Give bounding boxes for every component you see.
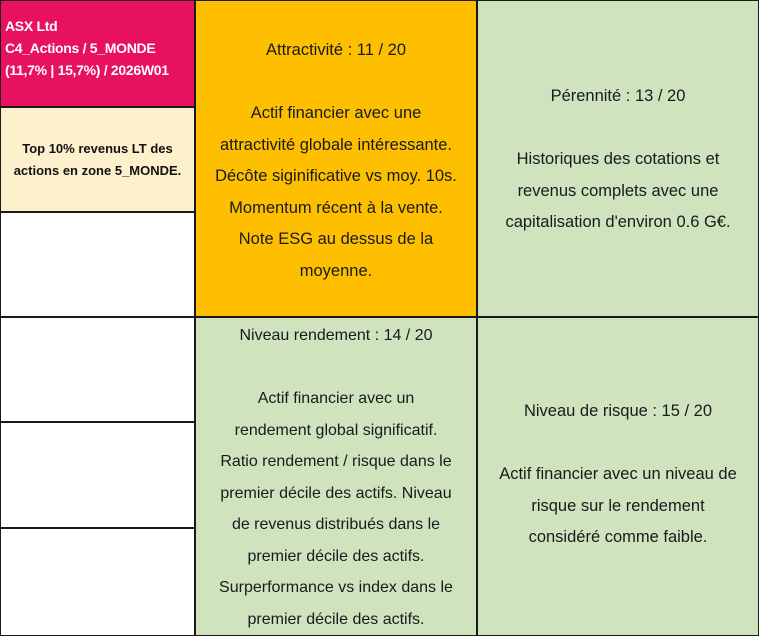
attractivite-cell <box>195 0 477 317</box>
rendement-text-line: Actif financier avec un <box>257 390 415 407</box>
empty-cell <box>0 317 195 422</box>
rendement-text-line: Ratio rendement / risque dans le <box>220 453 452 470</box>
rendement-cell <box>195 317 477 636</box>
attractivite-text-line: moyenne. <box>299 261 373 280</box>
attractivite-text-line: Momentum récent à la vente. <box>229 198 443 217</box>
company-name: ASX Ltd <box>5 18 58 34</box>
risque-text-line: risque sur le rendement <box>531 496 705 515</box>
perennite-cell <box>477 0 759 317</box>
empty-cell <box>0 528 195 636</box>
empty-cell <box>0 212 195 317</box>
rendement-text-line: de revenus distribués dans le <box>231 516 441 533</box>
rendement-text-line: rendement global significatif. <box>234 421 438 439</box>
attractivite-text-line: Note ESG au dessus de la <box>238 230 434 248</box>
perennite-title: Pérennité : 13 / 20 <box>550 87 686 105</box>
attractivite-text-line: Décôte siginificative vs moy. 10s. <box>215 167 457 185</box>
asset-category: C4_Actions / 5_MONDE <box>5 40 156 56</box>
rendement-text-line: Surperformance vs index dans le <box>219 579 453 596</box>
asset-stats: (11,7% | 15,7%) / 2026W01 <box>5 62 169 78</box>
rendement-text-line: premier décile des actifs. <box>247 610 425 628</box>
perennite-text-line: capitalisation d'environ 0.6 G€. <box>505 213 731 231</box>
summary-text: Top 10% revenus LT des actions en zone 5_MONDE. <box>13 140 182 178</box>
attractivite-text-line: attractivité globale intéressante. <box>219 135 453 154</box>
rendement-text-line: premier décile des actifs. Niveau <box>220 484 452 502</box>
risque-cell <box>477 317 759 636</box>
perennite-text-line: revenus complets avec une <box>517 181 719 200</box>
risque-text-line: Actif financier avec un niveau de <box>499 465 737 483</box>
risque-title: Niveau de risque : 15 / 20 <box>523 402 713 420</box>
rendement-title: Niveau rendement : 14 / 20 <box>239 327 433 344</box>
empty-cell <box>0 422 195 528</box>
perennite-text-line: Historiques des cotations et <box>516 150 720 168</box>
summary-cell <box>0 107 195 212</box>
attractivite-text-line: Actif financier avec une <box>250 104 422 122</box>
rendement-text-line: premier décile des actifs. <box>247 547 425 565</box>
risque-text-line: considéré comme faible. <box>528 528 708 546</box>
attractivite-title: Attractivité : 11 / 20 <box>265 41 406 59</box>
asset-header-cell <box>0 0 195 107</box>
